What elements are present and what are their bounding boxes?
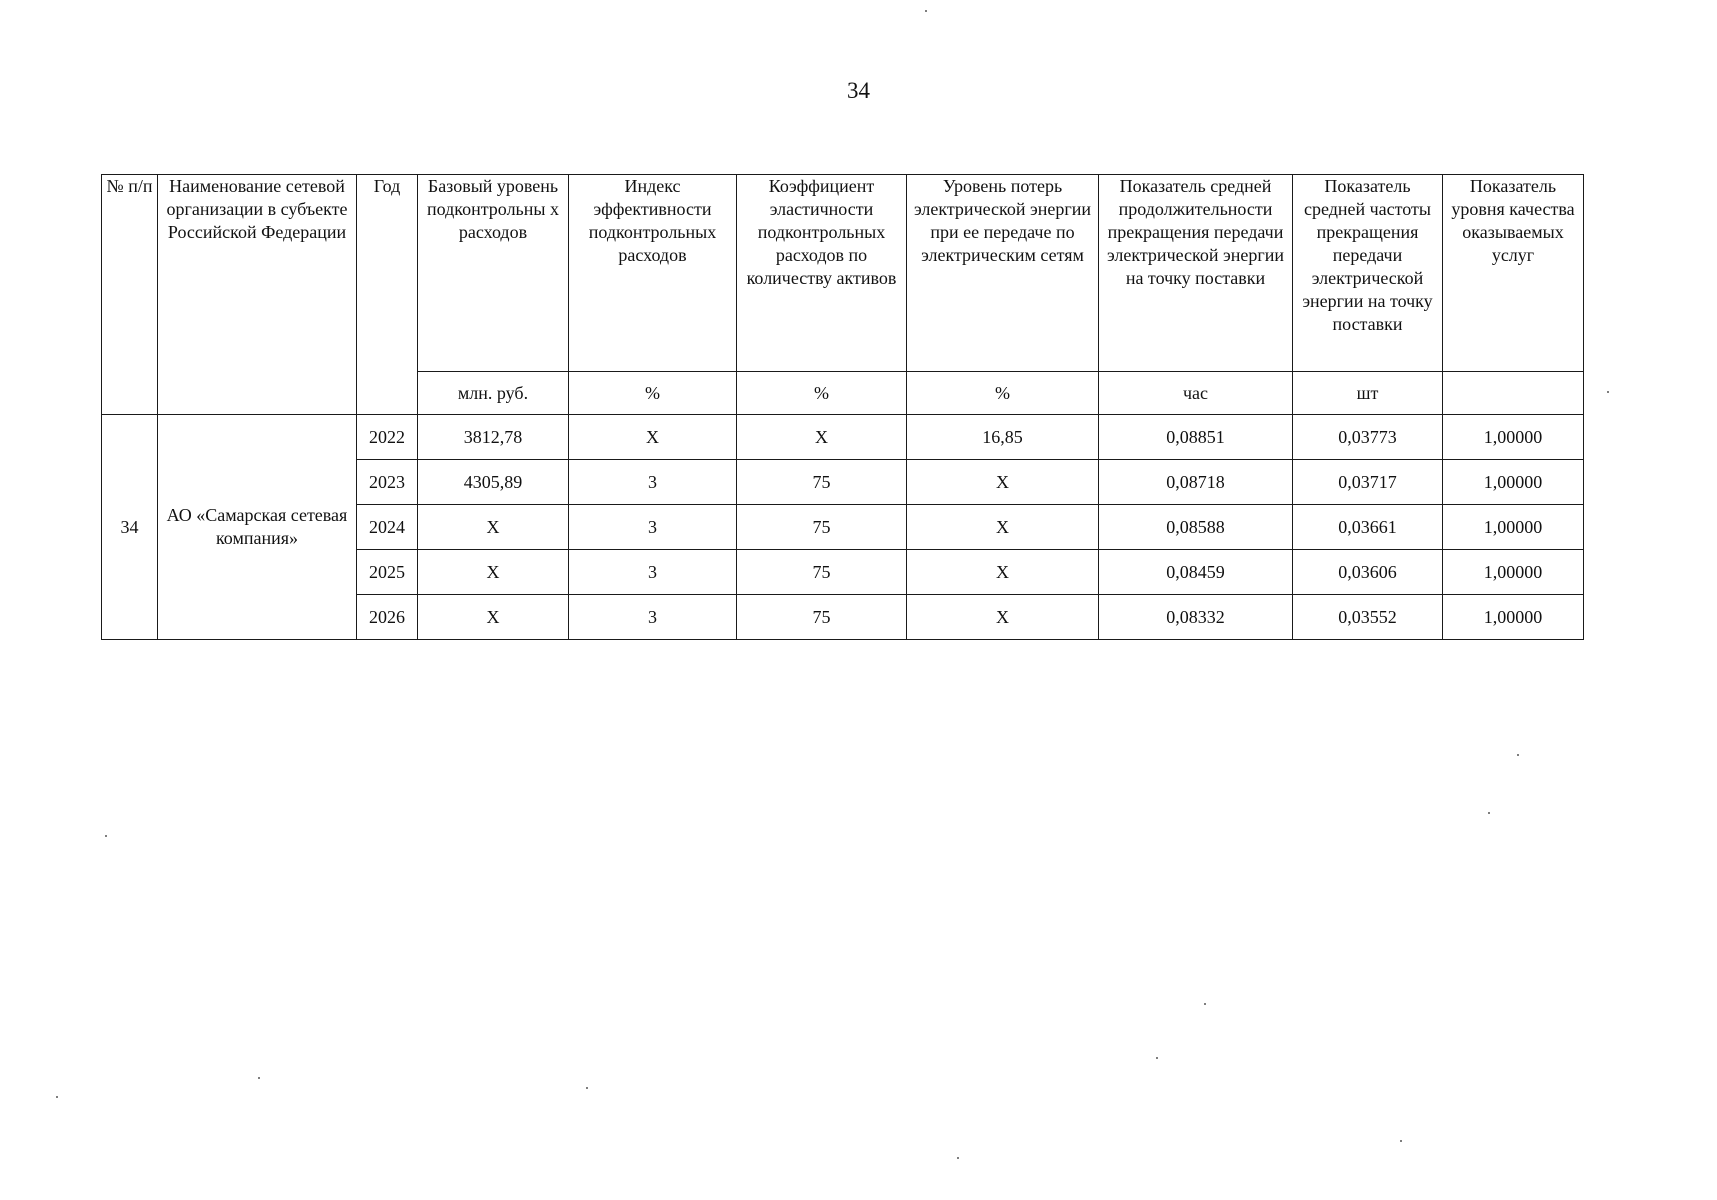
value-cell: 0,08718 bbox=[1099, 460, 1293, 505]
scan-speck bbox=[105, 835, 107, 837]
year-cell: 2024 bbox=[357, 505, 418, 550]
value-cell: 1,00000 bbox=[1443, 595, 1584, 640]
page-number: 34 bbox=[847, 78, 870, 103]
year-cell: 2025 bbox=[357, 550, 418, 595]
year-cell: 2026 bbox=[357, 595, 418, 640]
header-elasticity: Коэффициент эластичности подконтрольных расходов по количеству активов bbox=[737, 175, 907, 372]
header-quality: Показатель уровня качества оказываемых услуг bbox=[1443, 175, 1584, 372]
value-cell: 1,00000 bbox=[1443, 505, 1584, 550]
value-cell: 0,08332 bbox=[1099, 595, 1293, 640]
unit-cell: % bbox=[907, 372, 1099, 415]
value-cell: 1,00000 bbox=[1443, 550, 1584, 595]
value-cell: 0,03773 bbox=[1293, 415, 1443, 460]
scan-speck bbox=[586, 1087, 588, 1089]
unit-cell: млн. руб. bbox=[418, 372, 569, 415]
value-cell: 3 bbox=[569, 595, 737, 640]
value-cell: 0,08851 bbox=[1099, 415, 1293, 460]
value-cell: 0,08588 bbox=[1099, 505, 1293, 550]
value-cell: Х bbox=[569, 415, 737, 460]
year-cell: 2023 bbox=[357, 460, 418, 505]
header-frequency: Показатель средней частоты прекращения передачи электрической энергии на точку поставки bbox=[1293, 175, 1443, 372]
unit-cell bbox=[1443, 372, 1584, 415]
tariff-table bbox=[101, 174, 1584, 640]
unit-cell: % bbox=[569, 372, 737, 415]
unit-cell: час bbox=[1099, 372, 1293, 415]
scan-speck bbox=[1517, 754, 1519, 756]
scan-speck bbox=[258, 1077, 260, 1079]
year-cell: 2022 bbox=[357, 415, 418, 460]
scan-speck bbox=[1156, 1057, 1158, 1059]
value-cell: 0,03606 bbox=[1293, 550, 1443, 595]
value-cell: 75 bbox=[737, 595, 907, 640]
row-number: 34 bbox=[102, 415, 158, 640]
value-cell: 0,03717 bbox=[1293, 460, 1443, 505]
header-year: Год bbox=[357, 175, 418, 415]
value-cell: Х bbox=[907, 595, 1099, 640]
value-cell: Х bbox=[418, 550, 569, 595]
unit-cell: % bbox=[737, 372, 907, 415]
value-cell: 1,00000 bbox=[1443, 460, 1584, 505]
header-organization: Наименование сетевой организации в субъекте Российской Федерации bbox=[158, 175, 357, 415]
value-cell: Х bbox=[907, 505, 1099, 550]
header-efficiency-index: Индекс эффективности подконтрольных расходов bbox=[569, 175, 737, 372]
value-cell: Х bbox=[907, 460, 1099, 505]
value-cell: 16,85 bbox=[907, 415, 1099, 460]
value-cell: 4305,89 bbox=[418, 460, 569, 505]
value-cell: 0,08459 bbox=[1099, 550, 1293, 595]
value-cell: Х bbox=[418, 595, 569, 640]
value-cell: Х bbox=[907, 550, 1099, 595]
header-losses: Уровень потерь электрической энергии при ее передаче по электрическим сетям bbox=[907, 175, 1099, 372]
value-cell: 75 bbox=[737, 505, 907, 550]
header-duration: Показатель средней продолжительности прекращения передачи электрической энергии на точку поставки bbox=[1099, 175, 1293, 372]
value-cell: 3 bbox=[569, 460, 737, 505]
scan-speck bbox=[957, 1157, 959, 1159]
value-cell: 3 bbox=[569, 505, 737, 550]
value-cell: 3812,78 bbox=[418, 415, 569, 460]
scan-speck bbox=[56, 1096, 58, 1098]
header-row bbox=[102, 175, 1584, 372]
value-cell: 3 bbox=[569, 550, 737, 595]
scan-speck bbox=[1400, 1140, 1402, 1142]
value-cell: 0,03661 bbox=[1293, 505, 1443, 550]
value-cell: Х bbox=[737, 415, 907, 460]
value-cell: 0,03552 bbox=[1293, 595, 1443, 640]
value-cell: 75 bbox=[737, 460, 907, 505]
header-base-costs: Базовый уровень подконтрольны х расходов bbox=[418, 175, 569, 372]
organization-name: АО «Самарская сетевая компания» bbox=[158, 415, 357, 640]
header-number: № п/п bbox=[102, 175, 158, 415]
table-row bbox=[102, 415, 1584, 460]
unit-cell: шт bbox=[1293, 372, 1443, 415]
scan-speck bbox=[1204, 1003, 1206, 1005]
scan-speck bbox=[925, 10, 927, 12]
value-cell: 1,00000 bbox=[1443, 415, 1584, 460]
value-cell: Х bbox=[418, 505, 569, 550]
scan-speck bbox=[1607, 391, 1609, 393]
scan-speck bbox=[1488, 812, 1490, 814]
value-cell: 75 bbox=[737, 550, 907, 595]
